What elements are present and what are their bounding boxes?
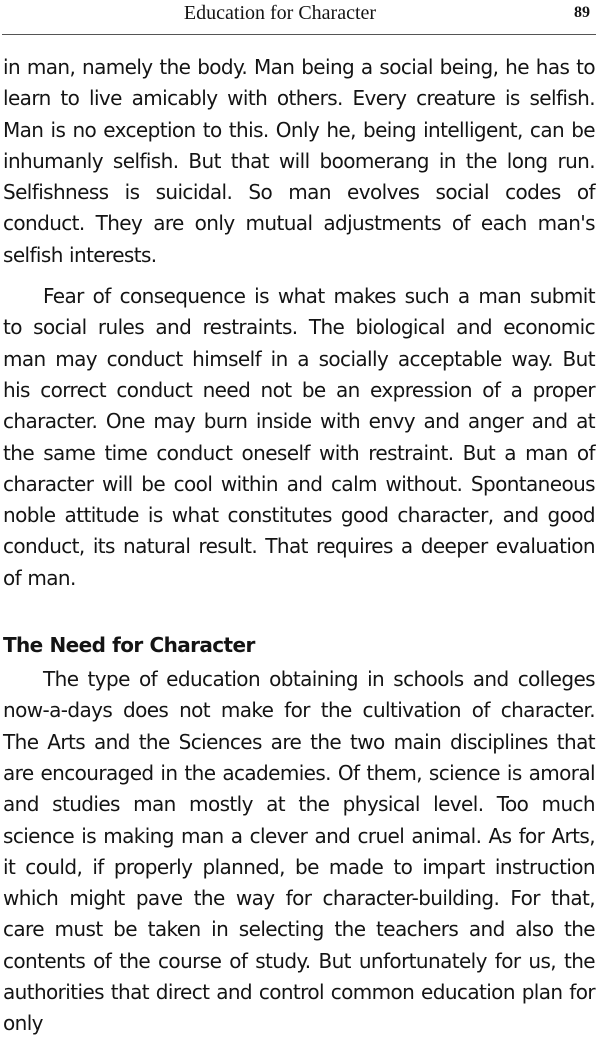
body-text xyxy=(3,52,595,1040)
section-heading: The Need for Character xyxy=(3,633,255,658)
paragraph-continued: in man, namely the body. Man being a social being, he has to learn to live amicably with others. Every creature is selfish. Man is no exception to this. Only he, being intelligent, can be inhumanly selfish. But that will boomerang in the long run. Selfishness is suicidal. So man evolves social codes of conduct. They are only mutual adjustments of each man's selfish interests. xyxy=(3,55,595,267)
paragraph-need-for-character: The type of education obtaining in schools and colleges now-a-days does not make for the cultivation of character. The Arts and the Sciences are the two main disciplines that are encouraged in the academies. Of them, science is amoral and studies man mostly at the physical level. Too much science is making man a clever and cruel animal. As for Arts, it could, if properly planned, be made to impart instruction which might pave the way for character-building. For that, care must be taken in selecting the teachers and also the contents of the course of study. But unfortunately for us, the authorities that direct and control common education plan for only xyxy=(3,667,595,1036)
header-rule xyxy=(2,34,596,35)
running-title: Education for Character xyxy=(183,2,377,24)
page-number: 89 xyxy=(574,4,590,21)
running-header xyxy=(0,0,600,30)
paragraph-fear-of-consequence: Fear of consequence is what makes such a man submit to social rules and restraints. The biological and economic man may conduct himself in a socially acceptable way. But his correct conduct need not be an expression of a proper character. One may burn inside with envy and anger and at the same time conduct oneself with restraint. But a man of character will be cool within and calm without. Spontaneous noble attitude is what constitutes good character, and good conduct, its natural result. That requires a deeper evaluation of man. xyxy=(3,284,595,590)
